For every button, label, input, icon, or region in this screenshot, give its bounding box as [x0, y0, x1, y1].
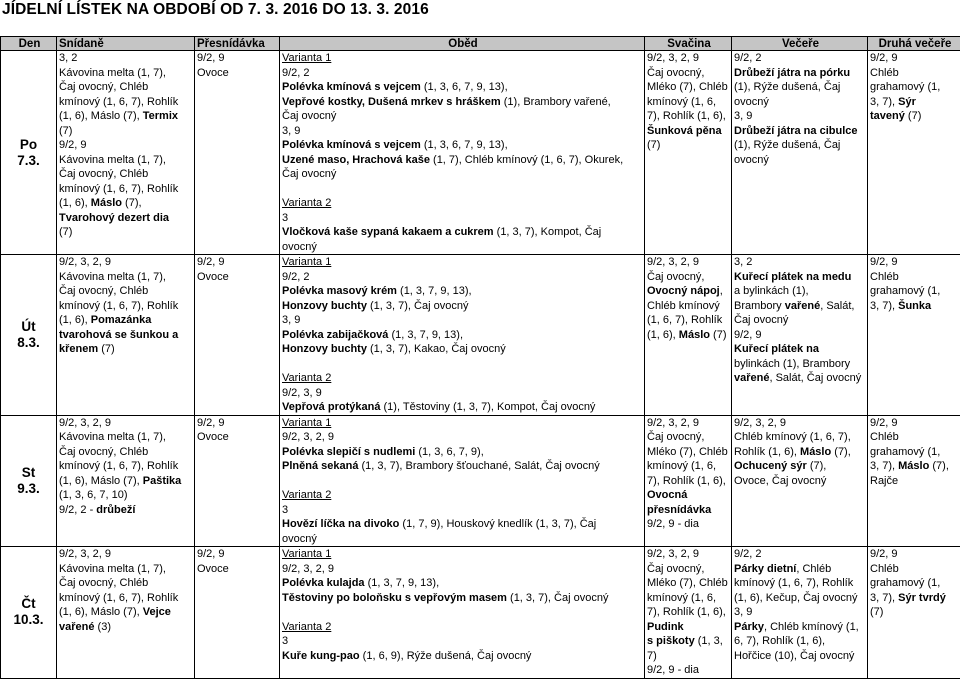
menu-line: Drůbeží játra na pórku — [734, 66, 865, 81]
cell-snidane — [57, 51, 195, 255]
header-presnidavka: Přesnídávka — [195, 37, 280, 51]
menu-line: Honzovy buchty (1, 3, 7), Čaj ovocný — [282, 299, 642, 314]
header-den: Den — [1, 37, 57, 51]
page-title: JÍDELNÍ LÍSTEK NA OBDOBÍ OD 7. 3. 2016 DO 13. 3. 2016 — [2, 1, 429, 19]
menu-line: ovocný — [282, 532, 642, 547]
menu-line: Chléb — [870, 66, 958, 81]
menu-line: 9/2, 3, 2, 9 — [647, 416, 729, 431]
menu-line: Vepřové kostky, Dušená mrkev s hráškem (1), Brambory vařené, — [282, 95, 642, 110]
menu-line: (7) — [647, 138, 729, 153]
menu-line: tavený (7) — [870, 109, 958, 124]
menu-line: 3, 2 — [59, 51, 192, 66]
menu-line: Drůbeží játra na cibulce — [734, 124, 865, 139]
menu-line: Čaj ovocný — [734, 313, 865, 328]
menu-line — [282, 182, 642, 197]
menu-line: Ochucený sýr (7), — [734, 459, 865, 474]
menu-line: Polévka slepičí s nudlemi (1, 3, 6, 7, 9), — [282, 445, 642, 460]
menu-line: 9/2, 9 — [197, 547, 277, 562]
menu-line: Čaj ovocný, — [647, 270, 729, 285]
menu-line: Ovoce, Čaj ovocný — [734, 474, 865, 489]
cell-snidane — [57, 255, 195, 416]
variant-label: Varianta 2 — [282, 488, 642, 503]
menu-line: Hořčice (10), Čaj ovocný — [734, 649, 865, 664]
menu-line: Polévka kmínová s vejcem (1, 3, 6, 7, 9, 13), — [282, 138, 642, 153]
cell-obed — [280, 547, 645, 679]
cell-obed — [280, 255, 645, 416]
cell-presnidavka — [195, 255, 280, 416]
day-label — [1, 547, 57, 679]
menu-line: Čaj ovocný, Chléb — [59, 284, 192, 299]
menu-line: (1, 6), Máslo (7), — [59, 196, 192, 211]
menu-line: Tvarohový dezert dia — [59, 211, 192, 226]
menu-line: Čaj ovocný, Chléb — [59, 80, 192, 95]
menu-line: 9/2, 3, 2, 9 — [282, 562, 642, 577]
menu-line: Čaj ovocný, Chléb — [59, 445, 192, 460]
day-date: 9.3. — [1, 481, 56, 497]
menu-line: Chléb kmínový — [647, 299, 729, 314]
menu-line: 7) — [647, 649, 729, 664]
day-date: 10.3. — [1, 612, 56, 628]
menu-line: 6, 7), Rohlík (1, 6), — [734, 634, 865, 649]
day-row — [1, 255, 960, 416]
menu-line: Brambory vařené, Salát, — [734, 299, 865, 314]
menu-line: 9/2, 9 — [59, 138, 192, 153]
menu-line: Ovoce — [197, 270, 277, 285]
menu-line: Rajče — [870, 474, 958, 489]
menu-line: 9/2, 9 — [870, 255, 958, 270]
menu-line: 9/2, 2 - drůbeží — [59, 503, 192, 518]
header-druha-vecere: Druhá večeře — [868, 37, 960, 51]
menu-line: Čaj ovocný — [282, 109, 642, 124]
menu-line: Vepřová protýkaná (1), Těstoviny (1, 3, 7), Kompot, Čaj ovocný — [282, 400, 642, 415]
menu-line: 9/2, 3, 2, 9 — [282, 430, 642, 445]
cell-presnidavka — [195, 415, 280, 547]
menu-line: Chléb kmínový (1, 6, 7), — [734, 430, 865, 445]
menu-line: 7), Rohlík (1, 6), — [647, 109, 729, 124]
menu-line: Ovoce — [197, 562, 277, 577]
menu-line: ovocný — [282, 240, 642, 255]
cell-svacina — [645, 415, 732, 547]
menu-line: kmínový (1, 6, 7), Rohlík — [59, 299, 192, 314]
menu-line: (1, 6), Pomazánka — [59, 313, 192, 328]
cell-druha-vecere — [868, 255, 960, 416]
menu-line: 9/2, 3, 2, 9 — [647, 547, 729, 562]
menu-line: Čaj ovocný, — [647, 430, 729, 445]
menu-line: (7) — [59, 124, 192, 139]
menu-line: grahamový (1, — [870, 445, 958, 460]
menu-line: 3, 7), Máslo (7), — [870, 459, 958, 474]
menu-line: 3, 7), Šunka — [870, 299, 958, 314]
menu-line: Čaj ovocný, — [647, 562, 729, 577]
cell-druha-vecere — [868, 415, 960, 547]
menu-line: 9/2, 9 — [197, 51, 277, 66]
menu-line: grahamový (1, — [870, 80, 958, 95]
menu-line: kmínový (1, 6, — [647, 95, 729, 110]
menu-line: 3 — [282, 211, 642, 226]
menu-line: s piškoty (1, 3, — [647, 634, 729, 649]
menu-table — [0, 36, 960, 679]
menu-line: 7), Rohlík (1, 6), — [647, 605, 729, 620]
menu-line: 9/2, 9 — [870, 416, 958, 431]
menu-line: 3, 9 — [282, 313, 642, 328]
menu-line: (1, 6), Máslo (7), Termix — [59, 109, 192, 124]
menu-line: ovocný — [734, 153, 865, 168]
menu-line: kmínový (1, 6, 7), Rohlík — [59, 182, 192, 197]
menu-line: Chléb — [870, 270, 958, 285]
menu-line: 3, 9 — [282, 124, 642, 139]
menu-line: kmínový (1, 6, 7), Rohlík — [59, 95, 192, 110]
header-snidane: Snídaně — [57, 37, 195, 51]
menu-line: Kuře kung-pao (1, 6, 9), Rýže dušená, Čaj ovocný — [282, 649, 642, 664]
menu-line: kmínový (1, 6, — [647, 459, 729, 474]
variant-label: Varianta 1 — [282, 547, 642, 562]
header-vecere: Večeře — [732, 37, 868, 51]
menu-line: 9/2, 2 — [734, 51, 865, 66]
menu-line: 9/2, 3, 2, 9 — [59, 416, 192, 431]
menu-line: kmínový (1, 6, 7), Rohlík — [59, 591, 192, 606]
menu-line: 9/2, 9 - dia — [647, 663, 729, 678]
menu-line: přesnídávka — [647, 503, 729, 518]
menu-line: křenem (7) — [59, 342, 192, 357]
menu-line: 3, 2 — [734, 255, 865, 270]
menu-line: Uzené maso, Hrachová kaše (1, 7), Chléb kmínový (1, 6, 7), Okurek, — [282, 153, 642, 168]
cell-vecere — [732, 51, 868, 255]
menu-line: Kávovina melta (1, 7), — [59, 270, 192, 285]
menu-line: Ovocný nápoj, — [647, 284, 729, 299]
menu-line: 3, 7), Sýr tvrdý — [870, 591, 958, 606]
menu-line: 9/2, 3, 2, 9 — [647, 51, 729, 66]
day-row — [1, 415, 960, 547]
cell-svacina — [645, 547, 732, 679]
header-svacina: Svačina — [645, 37, 732, 51]
day-label — [1, 255, 57, 416]
menu-line: tvarohová se šunkou a — [59, 328, 192, 343]
menu-line: Šunková pěna — [647, 124, 729, 139]
day-name: Čt — [1, 596, 56, 612]
header-row — [1, 37, 960, 51]
menu-line: a bylinkách (1), — [734, 284, 865, 299]
cell-presnidavka — [195, 51, 280, 255]
day-row — [1, 547, 960, 679]
menu-line: Kávovina melta (1, 7), — [59, 430, 192, 445]
menu-line: vařené (3) — [59, 620, 192, 635]
menu-line: Hovězí líčka na divoko (1, 7, 9), Houskový knedlík (1, 3, 7), Čaj — [282, 517, 642, 532]
menu-line: 9/2, 3, 2, 9 — [59, 255, 192, 270]
variant-label: Varianta 2 — [282, 196, 642, 211]
menu-line: Kávovina melta (1, 7), — [59, 153, 192, 168]
menu-line: Vločková kaše sypaná kakaem a cukrem (1, 3, 7), Kompot, Čaj — [282, 225, 642, 240]
menu-line: 3 — [282, 503, 642, 518]
menu-line: (7) — [59, 225, 192, 240]
menu-line: Kávovina melta (1, 7), — [59, 562, 192, 577]
menu-line: (1, 3, 6, 7, 10) — [59, 488, 192, 503]
menu-line: kmínový (1, 6, 7), Rohlík — [59, 459, 192, 474]
day-label — [1, 51, 57, 255]
cell-obed — [280, 415, 645, 547]
menu-line: Chléb — [870, 430, 958, 445]
menu-line: (7) — [870, 605, 958, 620]
day-name: Út — [1, 319, 56, 335]
menu-line: 9/2, 2 — [282, 66, 642, 81]
menu-line: 9/2, 9 — [870, 51, 958, 66]
menu-line: Chléb — [870, 562, 958, 577]
menu-line: Honzovy buchty (1, 3, 7), Kakao, Čaj ovocný — [282, 342, 642, 357]
menu-line: bylinkách (1), Brambory — [734, 357, 865, 372]
menu-line: Čaj ovocný, Chléb — [59, 167, 192, 182]
menu-line: 3, 9 — [734, 605, 865, 620]
cell-svacina — [645, 51, 732, 255]
day-row — [1, 51, 960, 255]
menu-line: Mléko (7), Chléb — [647, 445, 729, 460]
menu-line: Čaj ovocný, Chléb — [59, 576, 192, 591]
menu-line: Polévka kulajda (1, 3, 7, 9, 13), — [282, 576, 642, 591]
cell-obed — [280, 51, 645, 255]
menu-line: 9/2, 3, 2, 9 — [647, 255, 729, 270]
day-date: 8.3. — [1, 335, 56, 351]
menu-line: Plněná sekaná (1, 3, 7), Brambory šťouchané, Salát, Čaj ovocný — [282, 459, 642, 474]
day-label — [1, 415, 57, 547]
cell-druha-vecere — [868, 51, 960, 255]
cell-svacina — [645, 255, 732, 416]
cell-snidane — [57, 415, 195, 547]
menu-line: 9/2, 3, 2, 9 — [734, 416, 865, 431]
menu-line: (1, 6), Máslo (7) — [647, 328, 729, 343]
menu-line: Polévka kmínová s vejcem (1, 3, 6, 7, 9, 13), — [282, 80, 642, 95]
cell-vecere — [732, 415, 868, 547]
menu-line: 3, 7), Sýr — [870, 95, 958, 110]
menu-line: kmínový (1, 6, 7), Rohlík — [734, 576, 865, 591]
menu-line: Kávovina melta (1, 7), — [59, 66, 192, 81]
menu-line — [282, 474, 642, 489]
day-date: 7.3. — [1, 153, 56, 169]
menu-line: kmínový (1, 6, — [647, 591, 729, 606]
day-name: St — [1, 465, 56, 481]
variant-label: Varianta 1 — [282, 416, 642, 431]
menu-line: (1), Rýže dušená, Čaj — [734, 138, 865, 153]
menu-line: 9/2, 9 — [197, 416, 277, 431]
menu-line: 9/2, 9 — [197, 255, 277, 270]
menu-line: Ovocná — [647, 488, 729, 503]
menu-line: 9/2, 2 — [734, 547, 865, 562]
menu-line: (1, 6, 7), Rohlík — [647, 313, 729, 328]
menu-line — [282, 357, 642, 372]
menu-line: (1, 6), Máslo (7), Vejce — [59, 605, 192, 620]
variant-label: Varianta 2 — [282, 620, 642, 635]
menu-line: Ovoce — [197, 66, 277, 81]
menu-line: Pudink — [647, 620, 729, 635]
menu-line — [282, 605, 642, 620]
menu-line: Kuřecí plátek na medu — [734, 270, 865, 285]
menu-line: 9/2, 9 — [870, 547, 958, 562]
menu-line: Čaj ovocný, — [647, 66, 729, 81]
header-obed: Oběd — [280, 37, 645, 51]
menu-line: (1, 6), Kečup, Čaj ovocný — [734, 591, 865, 606]
menu-line: 3 — [282, 634, 642, 649]
menu-line: 3, 9 — [734, 109, 865, 124]
cell-vecere — [732, 547, 868, 679]
menu-line: 9/2, 3, 9 — [282, 386, 642, 401]
menu-line: 9/2, 9 — [734, 328, 865, 343]
menu-line: Polévka zabijačková (1, 3, 7, 9, 13), — [282, 328, 642, 343]
cell-presnidavka — [195, 547, 280, 679]
menu-line: Těstoviny po boloňsku s vepřovým masem (1, 3, 7), Čaj ovocný — [282, 591, 642, 606]
cell-vecere — [732, 255, 868, 416]
menu-line: 7), Rohlík (1, 6), — [647, 474, 729, 489]
menu-line: grahamový (1, — [870, 576, 958, 591]
variant-label: Varianta 2 — [282, 371, 642, 386]
day-name: Po — [1, 137, 56, 153]
menu-line: (1, 6), Máslo (7), Paštika — [59, 474, 192, 489]
menu-line: Čaj ovocný — [282, 167, 642, 182]
menu-line: Párky dietní, Chléb — [734, 562, 865, 577]
menu-line: Párky, Chléb kmínový (1, — [734, 620, 865, 635]
variant-label: Varianta 1 — [282, 51, 642, 66]
menu-line: Rohlík (1, 6), Máslo (7), — [734, 445, 865, 460]
variant-label: Varianta 1 — [282, 255, 642, 270]
menu-line: 9/2, 9 - dia — [647, 517, 729, 532]
menu-line: 9/2, 3, 2, 9 — [59, 547, 192, 562]
menu-line: 9/2, 2 — [282, 270, 642, 285]
menu-line: Kuřecí plátek na — [734, 342, 865, 357]
menu-line: Mléko (7), Chléb — [647, 80, 729, 95]
menu-line: Mléko (7), Chléb — [647, 576, 729, 591]
menu-line: ovocný — [734, 95, 865, 110]
menu-line: (1), Rýže dušená, Čaj — [734, 80, 865, 95]
menu-line: Polévka masový krém (1, 3, 7, 9, 13), — [282, 284, 642, 299]
menu-line: Ovoce — [197, 430, 277, 445]
cell-druha-vecere — [868, 547, 960, 679]
menu-line: grahamový (1, — [870, 284, 958, 299]
menu-line: vařené, Salát, Čaj ovocný — [734, 371, 865, 386]
cell-snidane — [57, 547, 195, 679]
